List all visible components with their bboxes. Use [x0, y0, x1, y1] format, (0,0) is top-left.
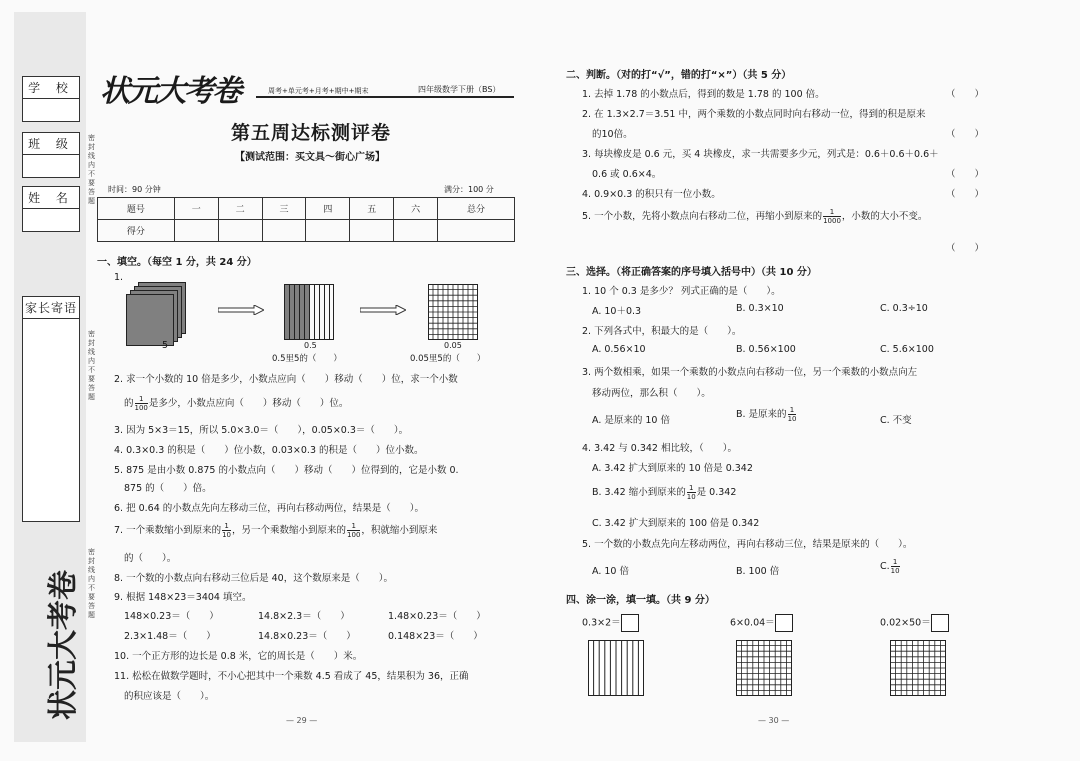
- right-arrow-icon: [360, 305, 406, 315]
- figure-label: 0.05: [444, 341, 462, 350]
- text: C.: [880, 561, 890, 572]
- fraction: [823, 208, 841, 225]
- choice-option[interactable]: [736, 406, 797, 423]
- score-cell[interactable]: [306, 220, 350, 242]
- section-heading: 三、选择。（将正确答案的序号填入括号中）（共 10 分）: [566, 267, 817, 278]
- score-header: 总分: [438, 198, 515, 220]
- section-heading: 一、填空。（每空 1 分，共 24 分）: [97, 257, 257, 268]
- score-row-label: 得分: [98, 220, 175, 242]
- square: [126, 294, 174, 346]
- fraction: [687, 484, 696, 501]
- logo: 状元大考卷: [100, 74, 240, 109]
- choice-option[interactable]: B. 0.56×100: [736, 344, 796, 355]
- choice-q3: 3. 两个数相乘，如果一个乘数的小数点向右移动一位，另一个乘数的小数点向左: [582, 367, 918, 378]
- question-2: 2. 求一个小数的 10 倍是多少，小数点应向（ ）移动（ ）位，求一个小数: [114, 374, 458, 385]
- choice-option[interactable]: [592, 484, 736, 501]
- grade-text: 四年级数学下册（BS）: [418, 85, 501, 94]
- judge-q5: [582, 208, 927, 225]
- hundredths-grid-figure[interactable]: [890, 640, 946, 696]
- choice-option[interactable]: A. 10＋0.3: [592, 306, 642, 317]
- answer-paren[interactable]: （ ）: [946, 89, 985, 100]
- section-heading: 二、判断。（对的打“√”，错的打“×”）（共 5 分）: [566, 70, 792, 81]
- figure-label: 5: [162, 340, 169, 351]
- numerator: 1: [788, 406, 797, 415]
- choice-option[interactable]: C. 3.42 扩大到原来的 100 倍是 0.342: [592, 518, 760, 529]
- series-text: 周考+单元考+月考+期中+期末: [268, 87, 369, 95]
- fill-blank: 0.05里5的（ ）: [410, 354, 486, 364]
- numerator: 1: [222, 522, 231, 531]
- full-score: 满分：100 分: [444, 185, 494, 194]
- q9-item: 0.148×23＝（ ）: [388, 631, 483, 642]
- q9-item: 148×0.23＝（ ）: [124, 611, 219, 622]
- page-number: — 30 —: [758, 716, 790, 725]
- header-rule: [256, 96, 514, 98]
- judge-q2-cont: 的10倍。: [592, 129, 633, 140]
- name-box: [22, 186, 80, 232]
- seal-text: 密封线内不要答题: [88, 330, 95, 401]
- denominator: 100: [347, 531, 361, 539]
- q9-item: 14.8×0.23＝（ ）: [258, 631, 356, 642]
- denominator: 100: [134, 404, 148, 412]
- score-cell[interactable]: [350, 220, 394, 242]
- stacked-squares-figure: [124, 272, 204, 342]
- choice-option[interactable]: A. 10 倍: [592, 566, 629, 577]
- question-9: 9. 根据 148×23＝3404 填空。: [114, 592, 252, 603]
- test-scope: 【测试范围：买文具～街心广场】: [235, 152, 385, 163]
- answer-box[interactable]: [775, 614, 793, 632]
- score-header: 四: [306, 198, 350, 220]
- text: 0.02×50＝: [880, 617, 931, 629]
- question-11: 11. 松松在做数学题时，不小心把其中一个乘数 4.5 看成了 45，结果积为 36，正确: [114, 671, 469, 682]
- score-header: 五: [350, 198, 394, 220]
- judge-q3: 3. 每块橡皮是 0.6 元，买 4 块橡皮，求一共需要多少元，列式是：0.6＋0.6＋0.6＋: [582, 149, 939, 160]
- parent-message-label: 家长寄语: [23, 297, 79, 319]
- denominator: 10: [890, 567, 900, 575]
- text: ，小数的大小不变。: [841, 211, 928, 222]
- score-header: 六: [394, 198, 438, 220]
- text: 的: [124, 398, 134, 409]
- judge-q3-cont: 0.6 或 0.6×4。: [592, 169, 662, 180]
- q9-item: 1.48×0.23＝（ ）: [388, 611, 486, 622]
- fraction: [347, 522, 360, 539]
- class-label: 班 级: [23, 133, 79, 155]
- exercise: [582, 614, 639, 632]
- judge-q1: 1. 去掉 1.78 的小数点后，得到的数是 1.78 的 100 倍。: [582, 89, 825, 100]
- exercise: [880, 614, 949, 632]
- text: B. 是原来的: [736, 409, 787, 420]
- choice-q4: 4. 3.42 与 0.342 相比较，（ ）。: [582, 443, 737, 454]
- question-7-cont: 的（ ）。: [124, 553, 177, 564]
- score-cell[interactable]: [438, 220, 515, 242]
- page-number: — 29 —: [286, 716, 318, 725]
- text: ，另一个乘数缩小到原来的: [232, 525, 347, 536]
- fraction: [891, 558, 900, 575]
- denominator: 10: [222, 531, 232, 539]
- question-5-cont: 875 的（ ）倍。: [124, 483, 212, 494]
- right-arrow-icon: [218, 305, 264, 315]
- tenths-grid-figure[interactable]: [588, 640, 644, 696]
- text: 7. 一个乘数缩小到原来的: [114, 525, 222, 536]
- denominator: 1000: [823, 217, 841, 225]
- score-cell[interactable]: [174, 220, 218, 242]
- parent-message-box: [22, 296, 80, 522]
- figure-label: 0.5: [304, 341, 317, 350]
- choice-option[interactable]: A. 3.42 扩大到原来的 10 倍是 0.342: [592, 463, 753, 474]
- time-limit: 时间：90 分钟: [108, 185, 161, 194]
- score-header: 二: [218, 198, 262, 220]
- denominator: 10: [686, 493, 696, 501]
- numerator: 1: [823, 208, 841, 217]
- answer-paren[interactable]: （ ）: [946, 243, 985, 254]
- question-number: 1.: [114, 272, 124, 283]
- question-5: 5. 875 是由小数 0.875 的小数点向（ ）移动（ ）位得到的，它是小数 0.: [114, 465, 459, 476]
- question-7: [114, 522, 437, 539]
- numerator: 1: [891, 558, 900, 567]
- choice-q1: 1. 10 个 0.3 是多少？ 列式正确的是（ ）。: [582, 286, 781, 297]
- answer-paren[interactable]: （ ）: [946, 189, 985, 200]
- choice-q2: 2. 下列各式中，积最大的是（ ）。: [582, 326, 742, 337]
- text: 是 0.342: [696, 487, 737, 498]
- tenths-strip-figure: [284, 284, 334, 340]
- class-box: [22, 132, 80, 178]
- question-4: 4. 0.3×0.3 的积是（ ）位小数，0.03×0.3 的积是（ ）位小数。: [114, 445, 424, 456]
- page-title: 第五周达标测评卷: [230, 122, 391, 144]
- choice-option[interactable]: C. 5.6×100: [880, 344, 934, 355]
- seal-text: 密封线内不要答题: [88, 134, 95, 205]
- score-header: 一: [174, 198, 218, 220]
- score-cell[interactable]: [394, 220, 438, 242]
- answer-paren[interactable]: （ ）: [946, 129, 985, 140]
- text: 5. 一个小数，先将小数点向右移动二位，再缩小到原来的: [582, 211, 823, 222]
- text: 是多少，小数点应向（ ）移动（ ）位。: [148, 398, 349, 409]
- school-label: 学 校: [23, 77, 79, 99]
- q9-item: 14.8×2.3＝（ ）: [258, 611, 350, 622]
- exercise: [730, 614, 793, 632]
- answer-paren[interactable]: （ ）: [946, 169, 985, 180]
- school-box: [22, 76, 80, 122]
- numerator: 1: [687, 484, 696, 493]
- brand-logo: 状元大考卷: [46, 570, 81, 720]
- text: 0.3×2＝: [582, 617, 621, 629]
- choice-option[interactable]: [880, 558, 901, 575]
- answer-box[interactable]: [931, 614, 949, 632]
- score-cell[interactable]: [262, 220, 306, 242]
- question-2-cont: [124, 395, 348, 412]
- choice-q5: 5. 一个数的小数点先向左移动两位，再向右移动三位，结果是原来的（ ）。: [582, 539, 913, 550]
- question-11-cont: 的积应该是（ ）。: [124, 691, 215, 702]
- hundredths-grid-figure[interactable]: [736, 640, 792, 696]
- fill-blank: 0.5里5的（ ）: [272, 354, 342, 364]
- name-label: 姓 名: [23, 187, 79, 209]
- answer-box[interactable]: [621, 614, 639, 632]
- section-heading: 四、涂一涂，填一填。（共 9 分）: [566, 595, 715, 606]
- choice-q3-cont: 移动两位，那么积（ ）。: [592, 388, 711, 399]
- choice-option[interactable]: A. 0.56×10: [592, 344, 646, 355]
- question-3: 3. 因为 5×3＝15，所以 5.0×3.0＝（ ），0.05×0.3＝（ ）。: [114, 425, 409, 436]
- q9-item: 2.3×1.48＝（ ）: [124, 631, 216, 642]
- text: 6×0.04＝: [730, 617, 775, 629]
- choice-option[interactable]: A. 是原来的 10 倍: [592, 415, 670, 426]
- question-10: 10. 一个正方形的边长是 0.8 米，它的周长是（ ）米。: [114, 651, 363, 662]
- score-header: 题号: [98, 198, 175, 220]
- judge-q4: 4. 0.9×0.3 的积只有一位小数。: [582, 189, 721, 200]
- choice-option[interactable]: C. 0.3÷10: [880, 303, 928, 314]
- choice-option[interactable]: B. 0.3×10: [736, 303, 784, 314]
- numerator: 1: [135, 395, 148, 404]
- fraction: [222, 522, 231, 539]
- judge-q2: 2. 在 1.3×2.7＝3.51 中，两个乘数的小数点同时向右移动一位，得到的积是原来: [582, 109, 926, 120]
- choice-option[interactable]: B. 100 倍: [736, 566, 780, 577]
- question-6: 6. 把 0.64 的小数点先向左移动三位，再向右移动两位，结果是（ ）。: [114, 503, 425, 514]
- fraction: [135, 395, 148, 412]
- score-cell[interactable]: [218, 220, 262, 242]
- denominator: 10: [787, 415, 797, 423]
- text: B. 3.42 缩小到原来的: [592, 487, 686, 498]
- score-table: [97, 197, 515, 242]
- question-8: 8. 一个数的小数点向右移动三位后是 40，这个数原来是（ ）。: [114, 573, 393, 584]
- fraction: [788, 406, 797, 423]
- seal-text: 密封线内不要答题: [88, 548, 95, 619]
- score-header: 三: [262, 198, 306, 220]
- choice-option[interactable]: C. 不变: [880, 415, 912, 426]
- text: ，积就缩小到原来: [361, 525, 438, 536]
- numerator: 1: [347, 522, 360, 531]
- hundredths-grid-figure: [428, 284, 478, 340]
